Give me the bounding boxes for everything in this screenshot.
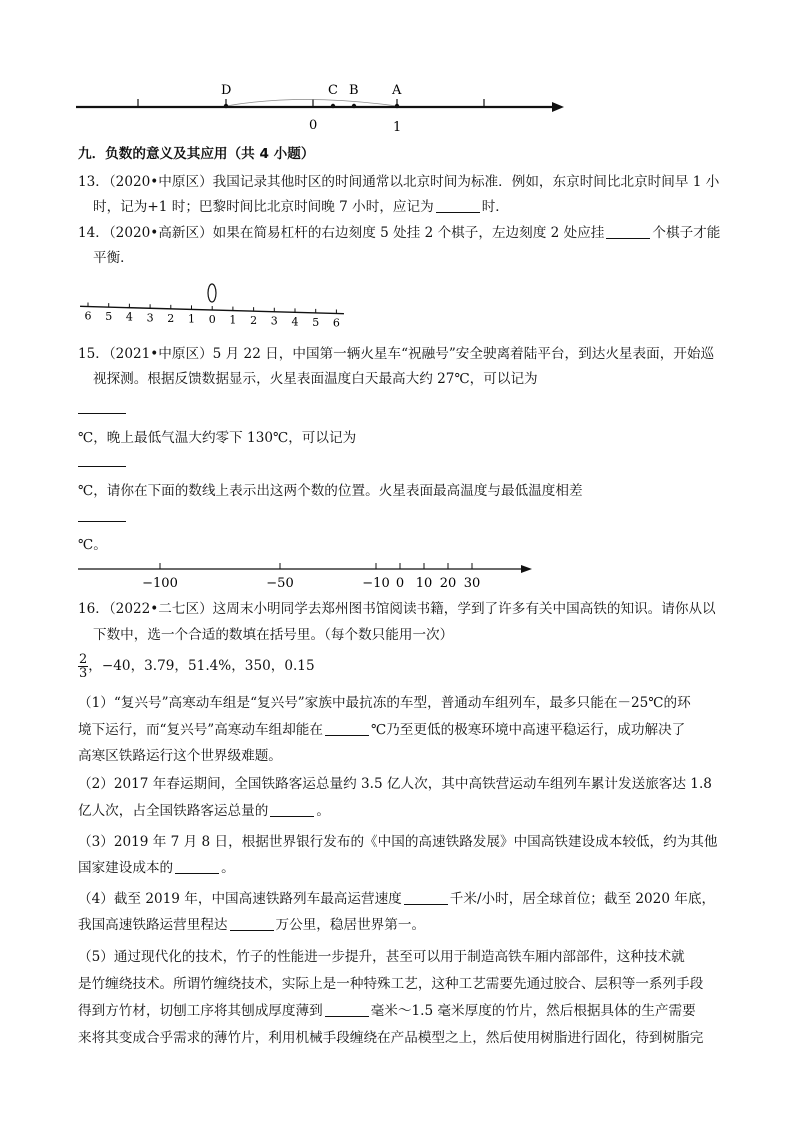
q14-line2: 平衡． (93, 250, 134, 266)
q14-answer-blank[interactable] (606, 224, 650, 239)
q16-p1-line3: 高寒区铁路运行这个世界级难题。 (78, 748, 282, 764)
temperature-number-line (72, 560, 536, 594)
q16-p3-blank[interactable] (175, 859, 219, 874)
number-line-abcd (70, 75, 570, 137)
point-label-b: B (349, 83, 359, 98)
tick-label-0: 0 (309, 118, 318, 133)
q16-line2: 下数中，选一个合适的数填在括号里。（每个数只能用一次） (93, 627, 454, 643)
q16-p5-line2: 是竹缠绕技术。所谓竹缠绕技术，实际上是一种特殊工艺，这种工艺需要先通过胶合、层积等一系列手段 (78, 976, 704, 992)
tick-label-1: 1 (393, 120, 402, 135)
q16-line1: 16．（2022•二七区）这周末小明同学去郑州图书馆阅读书籍，学到了许多有关中国高铁的知识。请你从以 (78, 601, 716, 617)
q15-blank-3[interactable] (78, 521, 126, 522)
q15-line2: 视探测。根据反馈数据显示，火星表面温度白天最高大约 27℃，可以记为 (93, 371, 538, 387)
q15-blank-1[interactable] (78, 413, 126, 414)
q14-text-b: 个棋子才能 (652, 225, 721, 241)
q16-p5-blank[interactable] (325, 1002, 369, 1017)
temp-axis-tick-label: −10 (362, 576, 390, 591)
q16-p5-line1: （5）通过现代化的技术，竹子的性能进一步提升，甚至可以用于制造高铁车厢内部部件，这种技术就 (78, 949, 685, 965)
q16-p3-line1: （3）2019 年 7 月 8 日，根据世界银行发布的《中国的高速铁路发展》中国高铁建设成本较低，约为其他 (78, 834, 718, 850)
point-label-d: D (221, 83, 232, 98)
point-label-c: C (328, 83, 338, 98)
lever-tick-label: 3 (270, 314, 278, 328)
q16-p3-line2: 国家建设成本的 。 (78, 860, 235, 876)
q13-answer-blank[interactable] (436, 198, 480, 213)
temp-axis-tick-label: 0 (395, 576, 405, 591)
q15-blank-2[interactable] (78, 466, 126, 467)
q15-line1: 15．（2021•中原区）5 月 22 日，中国第一辆火星车“祝融号”安全驶离着陆平台，到达火星表面，开始巡 (78, 346, 715, 362)
q16-p2-line2: 亿人次，占全国铁路客运总量的 。 (78, 803, 330, 819)
q16-p5-line4: 来将其变成合乎需求的薄竹片，利用机械手段缠绕在产品模型之上，然后使用树脂进行固化，待到树脂完 (78, 1030, 704, 1046)
lever-diagram (76, 280, 352, 332)
q16-p1-line1: （1）“复兴号”高寒动车组是“复兴号”家族中最抗冻的车型，普通动车组列车，最多只能在－25℃的环 (78, 695, 691, 711)
section-heading: 九．负数的意义及其应用（共 4 小题） (78, 146, 315, 162)
lever-tick-label: 5 (105, 310, 113, 324)
temp-axis-tick-label: 10 (415, 576, 433, 591)
q13-line1: 13．（2020•中原区）我国记录其他时区的时间通常以北京时间为标准．例如，东京时间比北京时间早 1 小 (78, 174, 720, 190)
q13-line2 (93, 198, 509, 216)
lever-tick-label: 1 (188, 312, 195, 326)
fraction-two-thirds: $\frac{2}{3}$ (79, 651, 88, 681)
lever-tick-label: 6 (84, 309, 92, 323)
q15-line5: ℃。 (78, 537, 107, 553)
q16-p4-blank-2[interactable] (230, 916, 274, 931)
q16-numbers-text: ，−40，3.79，51.4%，350，0.15 (88, 658, 315, 674)
lever-tick-label: 0 (208, 313, 216, 327)
q16-p1-blank[interactable] (325, 721, 369, 736)
q14-line1 (78, 224, 720, 242)
q14-text-a: 14．（2020•高新区）如果在简易杠杆的右边刻度 5 处挂 2 个棋子，左边刻度 2 处应挂 (78, 225, 605, 241)
q16-p1-line2: 境下运行，而“复兴号”高寒动车组却能在 ℃乃至更低的极寒环境中高速平稳运行，成功解决了 (78, 722, 686, 738)
lever-tick-label: 5 (312, 315, 320, 329)
temp-axis-tick-label: 20 (439, 576, 457, 591)
lever-tick-label: 4 (291, 315, 299, 329)
lever-tick-label: 4 (125, 310, 133, 324)
q16-p5-line3: 得到方竹材，切刨工序将其刨成厚度薄到 毫米～1.5 毫米厚度的竹片，然后根据具体的生产需要 (78, 1003, 696, 1019)
q16-p4-line2: 我国高速铁路运营里程达 万公里，稳居世界第一。 (78, 917, 426, 933)
temp-axis-tick-label: 30 (463, 576, 481, 591)
q15-line4: ℃，请你在下面的数线上表示出这两个数的位置。火星表面最高温度与最低温度相差 (78, 483, 583, 499)
fulcrum-icon (208, 284, 216, 302)
q16-number-list (78, 649, 315, 683)
temp-axis-tick-label: −50 (266, 576, 294, 591)
q15-line3: ℃，晚上最低气温大约零下 130℃，可以记为 (78, 430, 357, 446)
lever-tick-label: 6 (332, 316, 340, 330)
lever-tick-label: 3 (146, 311, 154, 325)
q13-text-b: 时． (481, 199, 509, 215)
q13-text-a: 时，记为+1 时；巴黎时间比北京时间晚 7 小时，应记为 (93, 199, 434, 215)
q16-p4-blank-1[interactable] (404, 890, 448, 905)
point-label-a: A (392, 83, 402, 98)
lever-tick-label: 2 (167, 311, 175, 325)
lever-tick-label: 2 (250, 314, 258, 328)
q16-p4-line1: （4）截至 2019 年，中国高速铁路列车最高运营速度 千米/小时，居全球首位；截至 2020 年底， (78, 891, 716, 907)
q16-p2-blank[interactable] (270, 802, 314, 817)
lever-tick-label: 1 (229, 313, 237, 327)
q16-p2-line1: （2）2017 年春运期间，全国铁路客运总量约 3.5 亿人次，其中高铁营运动车组列车累计发送旅客达 1.8 (78, 776, 712, 792)
temp-axis-tick-label: −100 (142, 576, 178, 591)
